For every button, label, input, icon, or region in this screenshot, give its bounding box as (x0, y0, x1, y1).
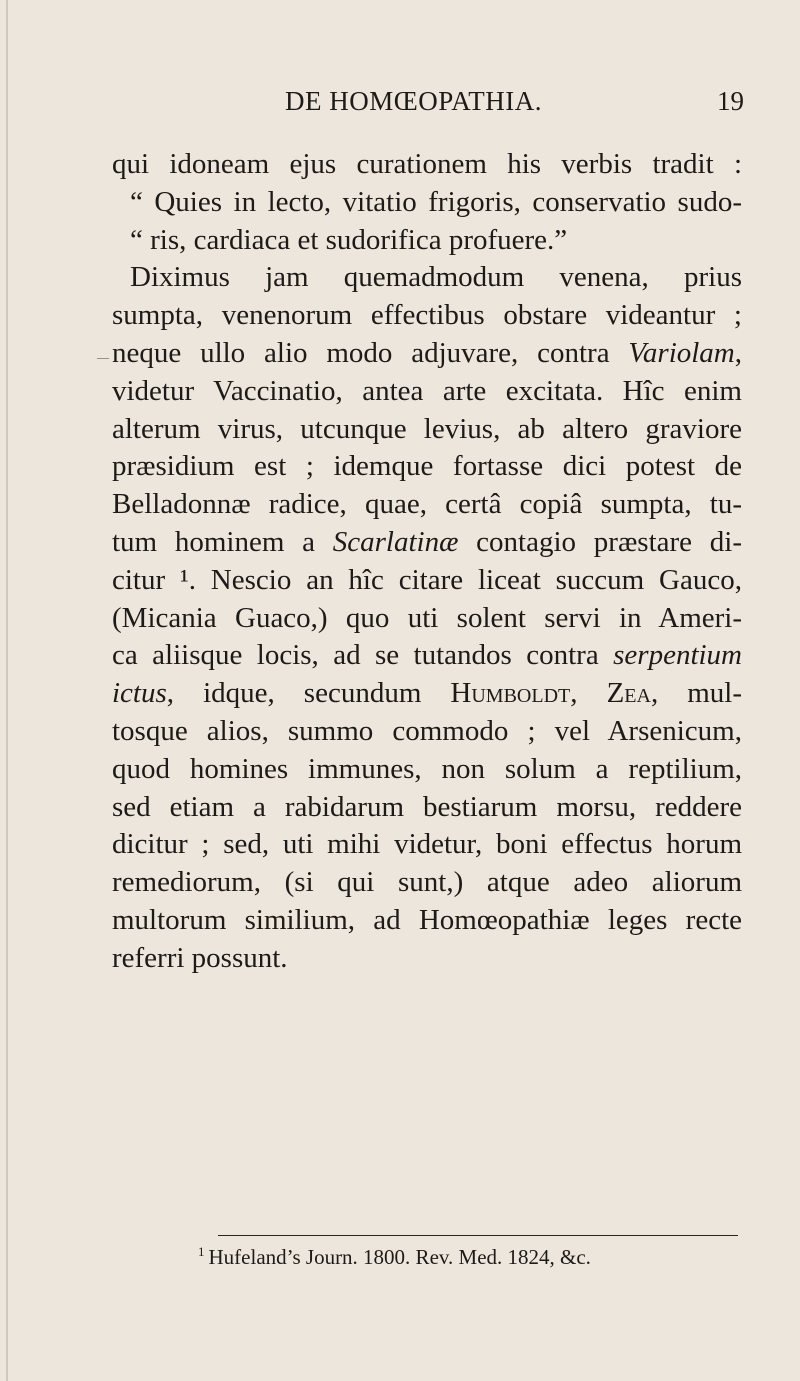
footnote-text: Hufeland’s Journ. 1800. Rev. Med. 1824, &c. (208, 1245, 591, 1269)
text-line: præsidium est ; idemque fortasse dici potest de (112, 450, 742, 483)
text-line (112, 524, 742, 562)
footnote-rule (218, 1235, 738, 1236)
text-segment: ca aliisque locis, ad se tutandos contra (112, 639, 614, 672)
text-line: sed etiam a rabidarum bestiarum morsu, reddere (112, 790, 742, 823)
page-gutter-edge (6, 0, 8, 1381)
text-line: “ ris, cardiaca et sudorifica profuere.” (130, 223, 568, 256)
text-line: remediorum, (si qui sunt,) atque adeo aliorum (112, 866, 742, 899)
margin-mark (97, 358, 109, 359)
text-line: referri possunt. (112, 941, 288, 974)
italic-term: ictus (112, 677, 167, 710)
italic-term: Variolam (628, 336, 735, 369)
italic-term: serpentium (613, 639, 742, 672)
text-segment: , (570, 677, 607, 710)
text-segment: , idque, secundum (166, 677, 451, 710)
italic-term: Scarlatinæ (332, 525, 459, 558)
text-line: alterum virus, utcunque levius, ab altero graviore (112, 412, 742, 445)
text-line: qui idoneam ejus curationem his verbis tradit : (112, 148, 742, 180)
text-line (112, 637, 742, 675)
text-line: Belladonnæ radice, quae, certâ copiâ sumpta, tu- (112, 488, 742, 521)
text-segment: , (734, 336, 742, 369)
text-line (112, 675, 742, 713)
body-text (112, 146, 742, 978)
text-line (112, 335, 742, 373)
text-line: “ Quies in lecto, vitatio frigoris, conservatio sudo- (130, 185, 742, 218)
text-line: citur ¹. Nescio an hîc citare liceat succum Gauco, (112, 563, 742, 596)
text-segment: contagio præstare di- (458, 525, 742, 558)
text-line: Diximus jam quemadmodum venena, prius (130, 261, 742, 294)
text-line: sumpta, venenorum effectibus obstare videantur ; (112, 299, 742, 332)
text-line: (Micania Guaco,) quo uti solent servi in Ameri- (112, 601, 742, 634)
running-header (0, 86, 800, 126)
author-name: Zea (606, 677, 651, 710)
author-name: Humboldt (450, 677, 571, 710)
footnote (198, 1244, 758, 1270)
text-line: tosque alios, summo commodo ; vel Arsenicum, (112, 714, 742, 747)
text-line: dicitur ; sed, uti mihi videtur, boni effectus horum (112, 828, 742, 861)
page-number: 19 (717, 86, 744, 116)
text-segment: neque ullo alio modo adjuvare, contra (112, 336, 629, 369)
text-segment: , mul- (650, 677, 742, 710)
text-line: quod homines immunes, non solum a reptilium, (112, 752, 742, 785)
text-line: multorum similium, ad Homœopathiæ leges recte (112, 903, 742, 936)
running-title: DE HOMŒOPATHIA. (285, 86, 543, 116)
text-line: videtur Vaccinatio, antea arte excitata. Hîc enim (112, 374, 742, 407)
text-segment: tum hominem a (112, 525, 333, 558)
footnote-marker: 1 (198, 1244, 205, 1259)
